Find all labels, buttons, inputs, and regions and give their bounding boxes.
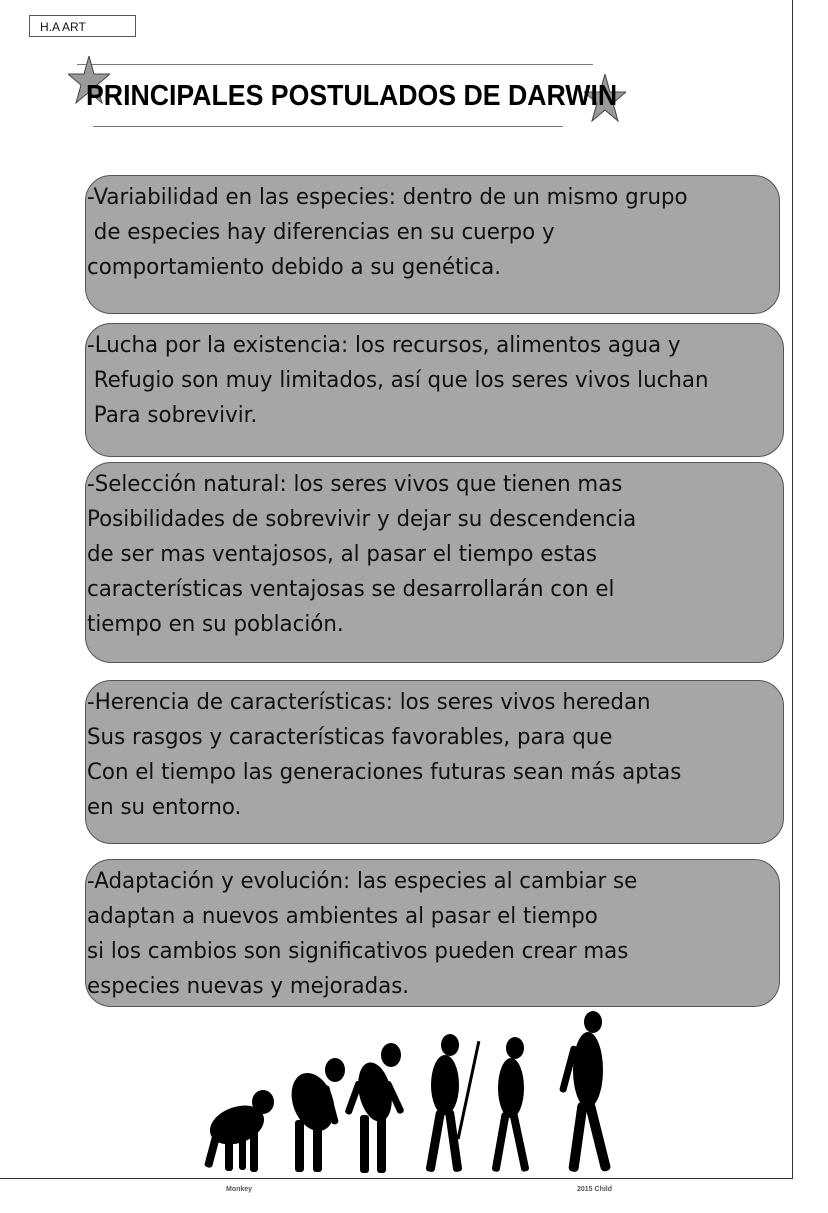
text-line: de ser mas ventajosos, al pasar el tiempo estas: [87, 542, 598, 567]
text-line: especies nuevas y mejoradas.: [87, 974, 410, 999]
postulate-herencia: [85, 680, 784, 844]
caption-child: 2015 Child: [577, 1186, 613, 1193]
silhouette-monkey: [204, 1090, 274, 1172]
text-line: características ventajosas se desarrollarán con el: [87, 577, 615, 602]
text-line: -Herencia de características: los seres vivos heredan: [87, 690, 651, 715]
title-rule-top: [77, 64, 593, 65]
text-line: si los cambios son significativos pueden crear mas: [87, 939, 629, 964]
text-line: -Selección natural: los seres vivos que tienen mas: [87, 472, 623, 497]
silhouette-neanderthal: [492, 1037, 530, 1172]
author-tag: H.A ART: [29, 15, 136, 37]
postulate-seleccion: [85, 462, 784, 663]
text-line: -Lucha por la existencia: los recursos, alimentos agua y: [87, 333, 681, 358]
text-line: comportamiento debido a su genética.: [87, 255, 502, 280]
silhouette-human: [559, 1011, 611, 1172]
text-line: en su entorno.: [87, 795, 242, 820]
silhouette-ape: [284, 1058, 345, 1172]
text-line: adaptan a nuevos ambientes al pasar el tiempo: [87, 904, 598, 929]
page-title: PRINCIPALES POSTULADOS DE DARWIN: [86, 80, 618, 112]
postulate-variabilidad: [85, 175, 780, 314]
text-line: Para sobrevivir.: [87, 403, 258, 428]
title-rule-bottom: [93, 126, 563, 127]
evolution-illustration: [195, 1010, 645, 1180]
text-line: Sus rasgos y características favorables, para que: [87, 725, 613, 750]
text-line: -Variabilidad en las especies: dentro de un mismo grupo: [87, 185, 688, 210]
text-line: de especies hay diferencias en su cuerpo y: [87, 220, 555, 245]
text-line: Con el tiempo las generaciones futuras sean más aptas: [87, 760, 682, 785]
silhouette-homo-erectus: [426, 1034, 481, 1172]
postulate-adaptacion: [85, 859, 780, 1007]
text-line: tiempo en su población.: [87, 612, 344, 637]
caption-monkey: Monkey: [226, 1186, 253, 1193]
text-line: Posibilidades de sobrevivir y dejar su descendencia: [87, 507, 637, 532]
text-line: Refugio son muy limitados, así que los seres vivos luchan: [87, 368, 709, 393]
silhouette-early-hominid: [344, 1043, 404, 1173]
postulate-lucha: [85, 323, 784, 457]
page-border-right: [792, 0, 793, 1179]
text-line: -Adaptación y evolución: las especies al cambiar se: [87, 869, 638, 894]
